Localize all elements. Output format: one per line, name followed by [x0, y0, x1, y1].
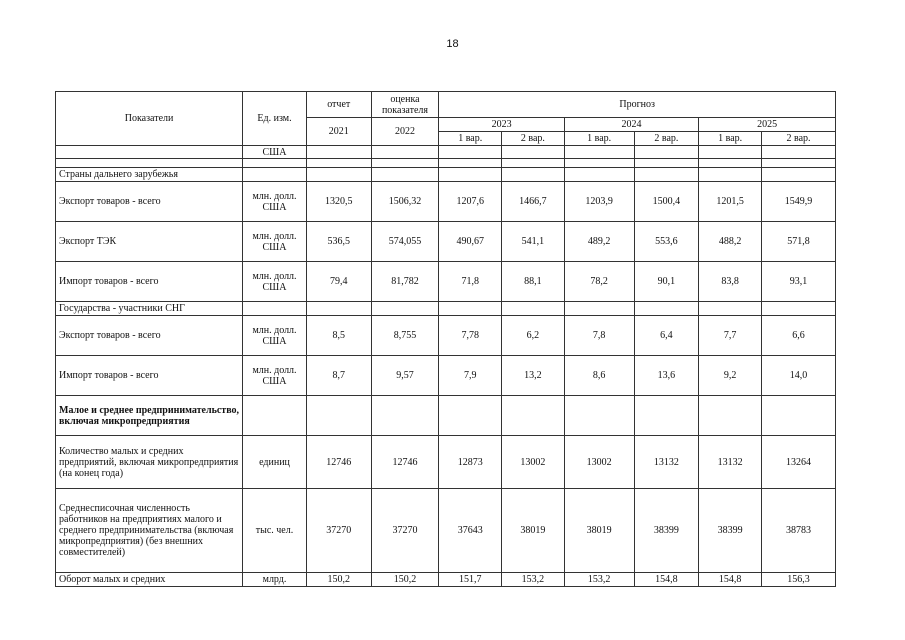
header-2023-var2: 2 вар. — [502, 132, 565, 146]
cell-2023-v1: 71,8 — [439, 262, 502, 302]
row-unit: млн. долл. США — [243, 182, 307, 222]
cell-2022: 574,055 — [371, 222, 439, 262]
cell-2025-v2: 156,3 — [762, 573, 836, 587]
cell-2024-v2: 13,6 — [634, 356, 699, 396]
cell-2025-v1: 154,8 — [699, 573, 762, 587]
cell-2025-v2: 93,1 — [762, 262, 836, 302]
header-2024-var2: 2 вар. — [634, 132, 699, 146]
cell-2023-v1: 12873 — [439, 436, 502, 489]
header-2025-var1: 1 вар. — [699, 132, 762, 146]
forecast-table — [55, 91, 836, 587]
row-unit: млн. долл. США — [243, 222, 307, 262]
cell-2024-v2: 38399 — [634, 489, 699, 573]
cell-2025-v2: 14,0 — [762, 356, 836, 396]
table-row — [56, 182, 836, 222]
table-row — [56, 222, 836, 262]
cell-2021: 12746 — [306, 436, 371, 489]
header-year-2025: 2025 — [699, 118, 836, 132]
cell-2024-v1: 13002 — [564, 436, 634, 489]
header-2025-var2: 2 вар. — [762, 132, 836, 146]
cell-2023-v1: 7,9 — [439, 356, 502, 396]
cell-2025-v2: 1549,9 — [762, 182, 836, 222]
cell-2024-v1: 153,2 — [564, 573, 634, 587]
cell-2025-v1: 13132 — [699, 436, 762, 489]
header-indicators: Показатели — [56, 92, 243, 146]
cell-2023-v1: 490,67 — [439, 222, 502, 262]
section-row-sme — [56, 396, 836, 436]
row-label — [56, 146, 243, 159]
cell-2022: 8,755 — [371, 316, 439, 356]
row-label: Экспорт товаров - всего — [56, 182, 243, 222]
header-report: отчет — [306, 92, 371, 118]
table-row — [56, 573, 836, 587]
cell-2022: 37270 — [371, 489, 439, 573]
header-unit: Ед. изм. — [243, 92, 307, 146]
cell-2023-v1: 37643 — [439, 489, 502, 573]
header-year-2023: 2023 — [439, 118, 564, 132]
header-year-2024: 2024 — [564, 118, 699, 132]
cell-2023-v1: 1207,6 — [439, 182, 502, 222]
row-unit: млн. долл. США — [243, 316, 307, 356]
row-unit: млрд. — [243, 573, 307, 587]
cell-2024-v1: 8,6 — [564, 356, 634, 396]
header-estimate: оценка показателя — [371, 92, 439, 118]
cell-2025-v2: 38783 — [762, 489, 836, 573]
cell-2023-v2: 1466,7 — [502, 182, 565, 222]
row-label: Экспорт ТЭК — [56, 222, 243, 262]
cell-2024-v2: 6,4 — [634, 316, 699, 356]
cell-2022: 9,57 — [371, 356, 439, 396]
cell-2025-v1: 488,2 — [699, 222, 762, 262]
table-row — [56, 436, 836, 489]
cell-2023-v2: 153,2 — [502, 573, 565, 587]
row-label: Импорт товаров - всего — [56, 262, 243, 302]
cell-2024-v2: 90,1 — [634, 262, 699, 302]
cell-2025-v1: 1201,5 — [699, 182, 762, 222]
cell-2021: 79,4 — [306, 262, 371, 302]
header-forecast: Прогноз — [439, 92, 836, 118]
row-label: Количество малых и средних предприятий, включая микропредприятия (на конец года) — [56, 436, 243, 489]
table-row — [56, 356, 836, 396]
cell-2025-v1: 7,7 — [699, 316, 762, 356]
cell-2021: 150,2 — [306, 573, 371, 587]
cell-2025-v1: 9,2 — [699, 356, 762, 396]
section-label: Малое и среднее предпринимательство, включая микропредприятия — [56, 396, 243, 436]
cell-2024-v2: 553,6 — [634, 222, 699, 262]
cell-2025-v2: 6,6 — [762, 316, 836, 356]
cell-2024-v1: 38019 — [564, 489, 634, 573]
cell-2022: 81,782 — [371, 262, 439, 302]
row-label: Экспорт товаров - всего — [56, 316, 243, 356]
table-row — [56, 146, 836, 159]
cell-2022: 1506,32 — [371, 182, 439, 222]
row-label: Оборот малых и средних — [56, 573, 243, 587]
header-2024-var1: 1 вар. — [564, 132, 634, 146]
row-label: Импорт товаров - всего — [56, 356, 243, 396]
header-row-1 — [56, 92, 836, 118]
cell-2023-v2: 541,1 — [502, 222, 565, 262]
cell-2024-v2: 1500,4 — [634, 182, 699, 222]
cell-2024-v1: 489,2 — [564, 222, 634, 262]
cell-2022: 150,2 — [371, 573, 439, 587]
row-unit: единиц — [243, 436, 307, 489]
table-row — [56, 489, 836, 573]
page-number: 18 — [446, 38, 459, 50]
table-row — [56, 316, 836, 356]
row-unit: США — [243, 146, 307, 159]
cell-2023-v1: 7,78 — [439, 316, 502, 356]
cell-2022: 12746 — [371, 436, 439, 489]
cell-2024-v1: 7,8 — [564, 316, 634, 356]
row-unit: млн. долл. США — [243, 262, 307, 302]
cell-2023-v2: 38019 — [502, 489, 565, 573]
table-row — [56, 159, 836, 168]
cell-2023-v1: 151,7 — [439, 573, 502, 587]
table-row — [56, 262, 836, 302]
row-label: Среднесписочная численность работников на предприятиях малого и среднего предпринимательства (включая микропредприятия) (без внешних совместителей) — [56, 489, 243, 573]
cell-2024-v2: 13132 — [634, 436, 699, 489]
cell-2025-v1: 38399 — [699, 489, 762, 573]
header-2023-var1: 1 вар. — [439, 132, 502, 146]
cell-2024-v1: 1203,9 — [564, 182, 634, 222]
header-year-2022: 2022 — [371, 118, 439, 146]
cell-2021: 1320,5 — [306, 182, 371, 222]
section-label: Страны дальнего зарубежья — [56, 168, 243, 182]
cell-2023-v2: 88,1 — [502, 262, 565, 302]
header-year-2021: 2021 — [306, 118, 371, 146]
cell-2023-v2: 13002 — [502, 436, 565, 489]
cell-2025-v2: 13264 — [762, 436, 836, 489]
cell-2024-v1: 78,2 — [564, 262, 634, 302]
cell-2023-v2: 13,2 — [502, 356, 565, 396]
row-unit: тыс. чел. — [243, 489, 307, 573]
section-label: Государства - участники СНГ — [56, 302, 243, 316]
cell-2021: 8,5 — [306, 316, 371, 356]
cell-2021: 37270 — [306, 489, 371, 573]
cell-2021: 8,7 — [306, 356, 371, 396]
cell-2023-v2: 6,2 — [502, 316, 565, 356]
cell-2025-v1: 83,8 — [699, 262, 762, 302]
cell-2025-v2: 571,8 — [762, 222, 836, 262]
section-row-far-abroad — [56, 168, 836, 182]
section-row-cis — [56, 302, 836, 316]
cell-2021: 536,5 — [306, 222, 371, 262]
cell-2024-v2: 154,8 — [634, 573, 699, 587]
row-unit: млн. долл. США — [243, 356, 307, 396]
